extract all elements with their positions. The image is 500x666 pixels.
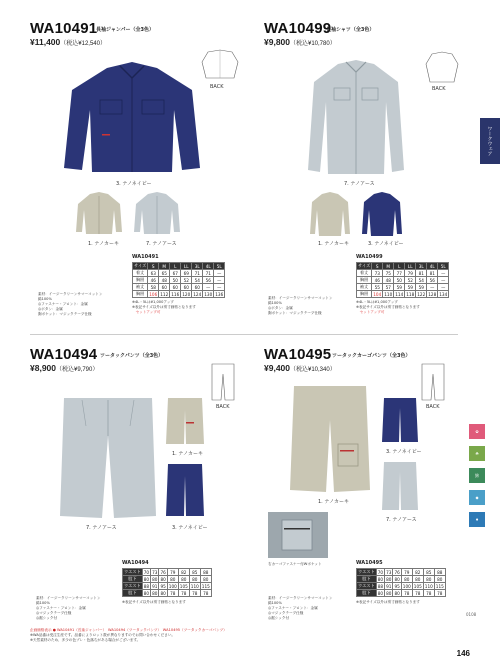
notes: ※表記サイズ以外は別寸価格となります: [356, 600, 420, 604]
product-code: WA10491: [30, 20, 98, 37]
product-name: ツータックカーゴパンツ（全3色）: [332, 353, 411, 359]
shirt-khaki-photo: [308, 192, 352, 238]
product-price: ¥11,400（税込¥12,540）: [30, 37, 106, 47]
pants-khaki-photo: [164, 396, 206, 446]
product-name: 長袖シャツ（全3色）: [326, 27, 375, 33]
size-table: サイズ S M L LL 3L 4L 5L 着丈 73 75 77 79 81 81 — 胸囲 46 48 50 52 54 56 — 袖丈 55 57 59 59 59 — — 胸囲 104 110 114 118 122 128 134: [358, 263, 448, 297]
pants-earth-photo: [58, 396, 158, 520]
product-code: WA10495: [264, 346, 332, 363]
cargo-pants-navy-photo: [380, 396, 420, 444]
jacket-khaki-photo: [74, 192, 124, 236]
pants-navy-photo: [164, 462, 206, 518]
feature-badge-icon: 綿: [469, 468, 485, 483]
back-sketch: [200, 48, 240, 82]
size-table: ウエスト 70 73 76 79 82 85 88 股下 80 80 80 80 80 80 80 ウエスト 88 91 95 100 105 110 115 股下 80 80 80 78 78 78 78: [124, 569, 210, 596]
feature-badge-icon: ☘: [469, 446, 485, 461]
product-price: ¥9,400（税込¥10,340）: [264, 363, 336, 373]
notes: ※4L・5Lは¥1,000アップ ※表記サイズ以外は別寸価格となります セットアップ可: [132, 300, 196, 314]
feature-badge-icon: ◆: [469, 490, 485, 505]
description: 素材：イージークリーンサマーコットン 綿100% ◎ファスナー・フロント：金属 ◎マジックテープ仕様 ◎裾シック付: [36, 596, 101, 620]
size-table: ウエスト 70 73 76 79 82 85 88 股下 80 80 80 80 80 80 80 ウエスト 88 91 95 100 105 110 115 股下 80 80 80 78 78 78 78: [358, 569, 444, 596]
product-price: ¥9,800（税込¥10,780）: [264, 37, 336, 47]
back-sketch: [420, 362, 446, 402]
back-sketch: [424, 50, 460, 84]
jacket-earth-photo: [132, 192, 182, 236]
shirt-navy-photo: [360, 192, 404, 238]
description: 素材：イージークリーンサマーコットン 綿100% ◎ボタン：金属 胸ポケット：マジックテープ仕様: [268, 296, 333, 315]
product-price: ¥8,900（税込¥9,790）: [30, 363, 99, 373]
section-divider: [30, 334, 458, 335]
product-code: WA10499: [264, 20, 332, 37]
side-tab: ワークウェア: [480, 118, 500, 164]
feature-badge-icon: ♦: [469, 512, 485, 527]
shirt-earth-photo: [306, 58, 406, 176]
size-table: サイズ S M L LL 3L 4L 5L 着丈 63 65 67 69 71 71 — 胸囲 46 48 50 52 54 56 — 袖丈 58 60 60 60 60 — — 胸囲 106 112 116 120 124 130 136: [134, 263, 224, 297]
product-code: WA10494: [30, 346, 98, 363]
pocket-detail-photo: [268, 512, 328, 558]
page-number: 146: [456, 649, 470, 658]
product-name: 長袖ジャンパー（全3色）: [96, 27, 155, 33]
cargo-pants-earth-photo: [380, 460, 420, 512]
description: 素材：イージークリーンサマーコットン 綿100% ◎ファスナー・フロント：金属 ◎マジックテープ仕様 ◎裾シック付: [268, 596, 333, 620]
description: 素材：イージークリーンサマーコットン 綿100% ◎ファスナー・フロント：金属 ◎ボタン：金属 胸ポケット：マジックテープ仕様: [38, 292, 103, 316]
footer-notes: 企画価格表示 ● WA10491（長袖ジャンパー） WA10494（ツータックパンツ） WA10495（ツータックカーゴパンツ） ※WA品番は受注生産です。品番によりロット数が異なりますのでお問い合わせください。 ※天然素材のため、多少の色ブレ・色落ちがある場合がございます。: [30, 628, 227, 642]
back-sketch: [210, 362, 236, 402]
feature-badge-icon: ✿: [469, 424, 485, 439]
pocket-caption: 右カーゴファスナー付Wポケット: [268, 562, 322, 566]
notes: ※表記サイズ以外は別寸価格となります: [122, 600, 186, 604]
cargo-pants-khaki-photo: [288, 384, 372, 494]
product-name: ツータックパンツ（全3色）: [100, 353, 164, 359]
notes: ※4L・5Lは¥1,000アップ ※表記サイズ以外は別寸価格となります セットアップ可: [356, 300, 420, 314]
jacket-navy-photo: [62, 60, 202, 176]
